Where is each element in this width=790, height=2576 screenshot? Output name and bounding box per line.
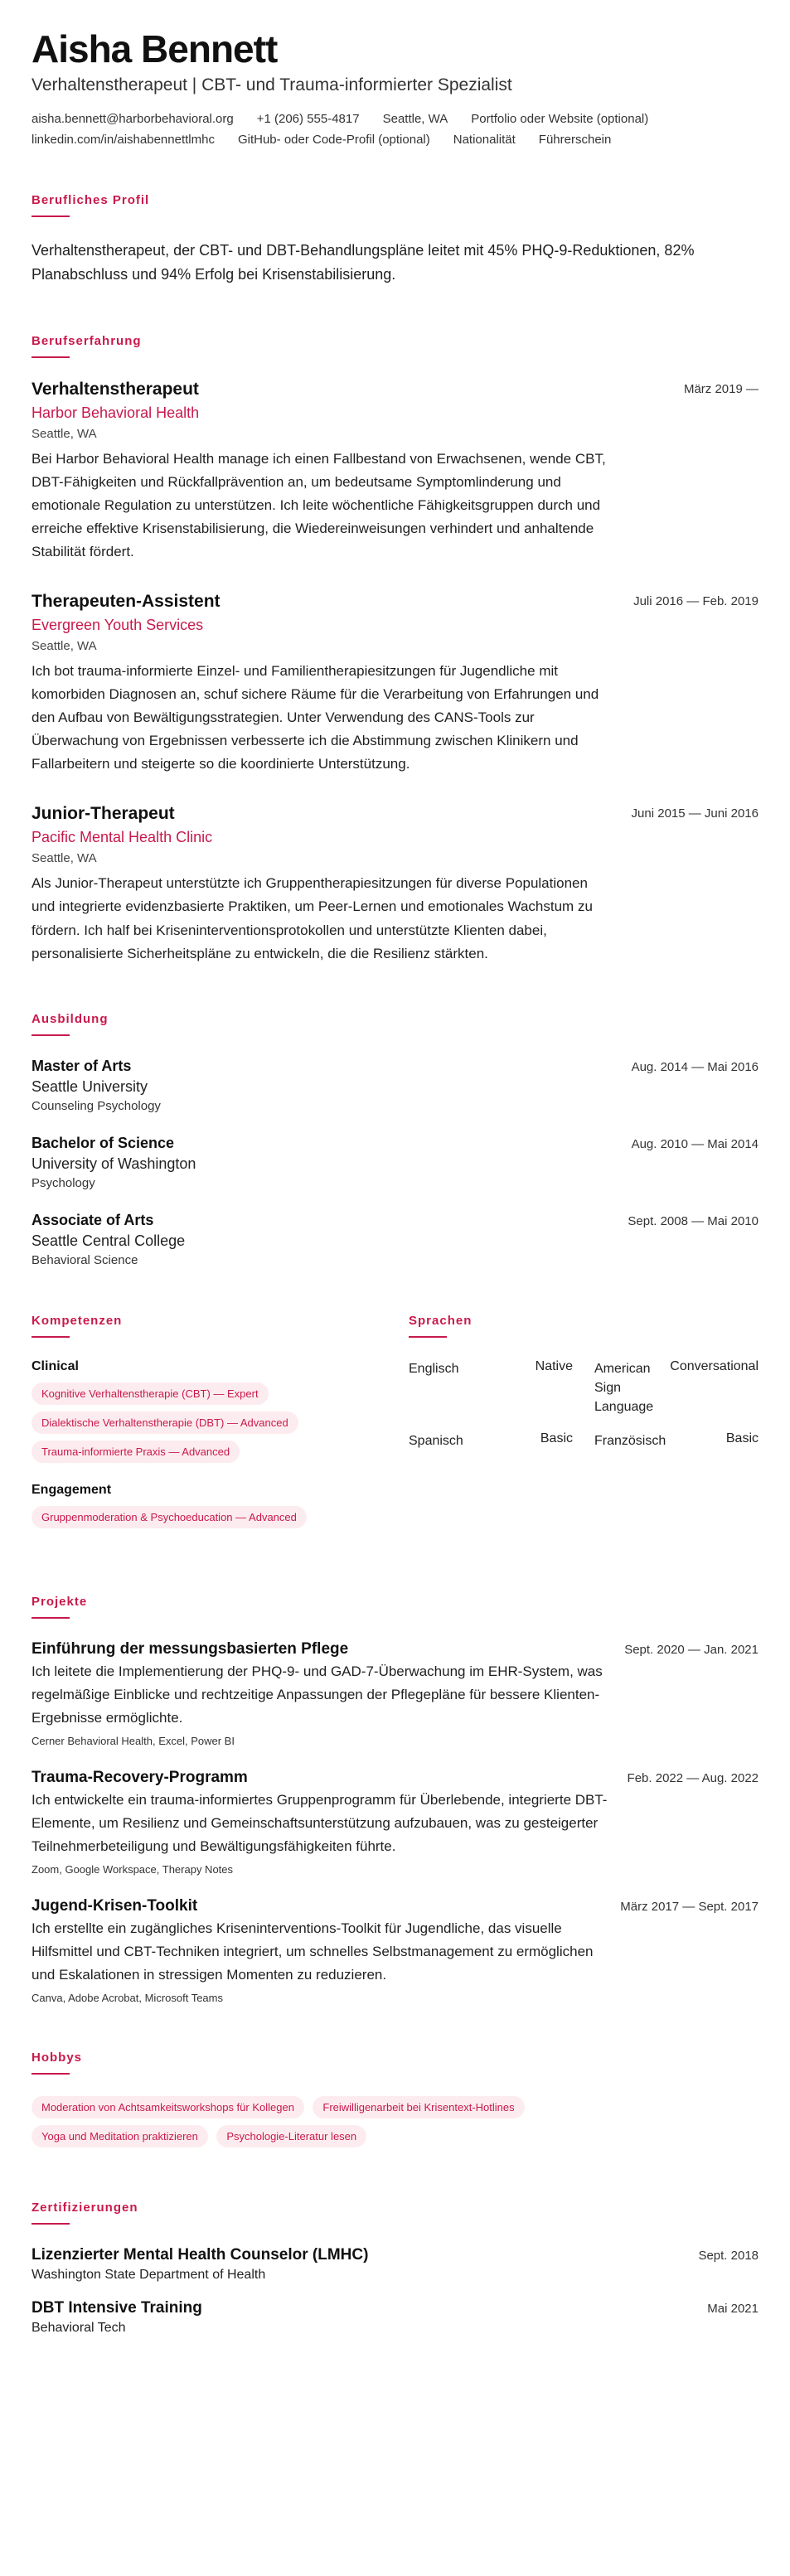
section-title: Hobbys [32,2051,83,2065]
project-date: März 2017 — Sept. 2017 [620,1899,758,1914]
education-entry [32,1058,758,1113]
section-languages [409,1314,758,1548]
project-title: Trauma-Recovery-Programm [32,1768,248,1786]
project-title: Einführung der messungsbasierten Pflege [32,1639,349,1658]
education-entry [32,1212,758,1267]
language-name: Spanisch [409,1434,463,1449]
section-divider [32,356,70,358]
skill-group-title: Clinical [32,1358,79,1373]
job-location: Seattle, WA [32,639,97,654]
education-degree: Associate of Arts [32,1211,154,1228]
contact-github[interactable]: GitHub- oder Code-Profil (optional) [237,132,430,147]
section-projects [32,1595,758,2004]
job-description: Bei Harbor Behavioral Health manage ich einen Fallbestand von Erwachsenen, wende CBT, DBT-Fähigkeiten und Rückfallprävention an, um bedeutsame Symptomlinderung und emotionale Regulation zu unterstützen. Ich leite wöchentliche Fähigkeitsgruppen durch und erreiche effektive Krisenstabilisierung, die Wiedereinweisungen verhindert und anhaltende Stabilität fördert. [32,450,606,560]
section-title: Projekte [32,1594,88,1609]
education-school: University of Washington [32,1155,196,1172]
education-degree: Master of Arts [32,1057,132,1074]
skill-chip: Kognitive Verhaltenstherapie (CBT) — Expert [32,1382,269,1405]
language-level: Basic [540,1431,573,1446]
project-title: Jugend-Krisen-Toolkit [32,1896,198,1915]
contact-email[interactable]: aisha.bennett@harborbehavioral.org [32,111,234,126]
job-entry [32,592,758,776]
hobby-chip: Yoga und Meditation praktizieren [32,2125,208,2147]
section-education [32,1012,758,1267]
job-description: Als Junior-Therapeut unterstützte ich Gruppentherapiesitzungen für diverse Populationen und integrierte evidenzbasierte Praktiken, um Peer-Lernen und emotionales Wachstum zu fördern. Ich half bei Kriseninterventionsprotokollen und unterstützte Klienten dabei, personalisierte Sicherheitspläne zu entwickeln, die die Resilienz stärkten. [32,875,593,961]
job-title: Junior-Therapeut [32,804,175,824]
candidate-name: Aisha Bennett [32,27,278,70]
education-field: Behavioral Science [32,1252,138,1267]
section-title: Zertifizierungen [32,2201,138,2215]
job-entry [32,380,758,564]
certification-issuer: Behavioral Tech [32,2321,126,2336]
education-degree: Bachelor of Science [32,1134,175,1151]
job-company: Pacific Mental Health Clinic [32,829,213,846]
hobby-chip: Freiwilligenarbeit bei Krisentext-Hotlines [313,2096,524,2118]
skills-languages-row [32,1314,758,1548]
project-date: Feb. 2022 — Aug. 2022 [627,1770,758,1785]
project-entry [32,1640,758,1747]
job-company: Harbor Behavioral Health [32,404,200,421]
skill-chip: Dialektische Verhaltenstherapie (DBT) — Advanced [32,1411,298,1434]
hobby-chip: Psychologie-Literatur lesen [216,2125,366,2147]
education-field: Counseling Psychology [32,1098,161,1113]
contact-linkedin[interactable]: linkedin.com/in/aishabennettlmhc [32,132,215,147]
section-title: Kompetenzen [32,1313,123,1328]
profile-summary: Verhaltenstherapeut, der CBT- und DBT-Behandlungspläne leitet mit 45% PHQ-9-Reduktionen, 82% Planabschluss und 94% Erfolg bei Krisenstabilisierung. [32,241,695,283]
section-certifications [32,2201,758,2336]
language-name: Englisch [409,1361,459,1376]
skill-group [32,1359,409,1470]
project-tools: Canva, Adobe Acrobat, Microsoft Teams [32,1992,223,2005]
education-date: Aug. 2010 — Mai 2014 [631,1136,758,1151]
job-title: Therapeuten-Assistent [32,592,221,612]
contact-nationality: Nationalität [453,132,516,147]
project-entry [32,1897,758,2004]
education-entry [32,1135,758,1190]
candidate-tagline: Verhaltenstherapeut | CBT- und Trauma-informierter Spezialist [32,75,512,94]
education-school: Seattle Central College [32,1232,186,1249]
education-date: Aug. 2014 — Mai 2016 [631,1059,758,1074]
section-title: Ausbildung [32,1011,109,1026]
section-divider [409,1336,447,1338]
language-name: Französisch [594,1434,666,1449]
skill-chip: Trauma-informierte Praxis — Advanced [32,1441,240,1463]
language-name: American Sign Language [594,1361,654,1414]
job-entry [32,804,758,965]
project-description: Ich erstellte ein zugängliches Kriseninterventions-Toolkit für Jugendliche, das visuelle Hilfsmittel und CBT-Techniken integriert, um schnelles Selbstmanagement zu ermöglichen und Eskalationen in stressigen Momenten zu reduzieren. [32,1920,594,1983]
project-date: Sept. 2020 — Jan. 2021 [624,1642,758,1657]
project-tools: Zoom, Google Workspace, Therapy Notes [32,1862,234,1876]
contact-phone[interactable]: +1 (206) 555-4817 [256,111,360,126]
contact-license: Führerschein [538,132,612,147]
education-date: Sept. 2008 — Mai 2010 [628,1213,758,1228]
certification-issuer: Washington State Department of Health [32,2268,266,2283]
resume-header [32,28,758,147]
language-level: Native [535,1358,573,1373]
project-entry [32,1769,758,1876]
certification-title: DBT Intensive Training [32,2299,202,2317]
job-description: Ich bot trauma-informierte Einzel- und Familientherapiesitzungen für Jugendliche mit komorbiden Diagnosen an, schuf sichere Räume für die Verarbeitung von Erfahrungen und den Aufbau von Bewältigungsstrategien. Unter Verwendung des CANS-Tools zur Überwachung von Ergebnissen verbesserte ich die Abstimmung zwischen Klinikern und Fallarbeitern und steigerte so die koordinierte Unterstützung. [32,663,599,772]
hobby-list [32,2096,758,2154]
job-location: Seattle, WA [32,426,97,441]
certification-date: Sept. 2018 [698,2249,758,2264]
job-date: März 2019 — [683,381,758,396]
certification-entry [32,2246,758,2283]
contact-list [32,112,711,147]
contact-location: Seattle, WA [382,111,448,126]
hobby-chip: Moderation von Achtsamkeitsworkshops für Kollegen [32,2096,304,2118]
section-title: Sprachen [409,1313,473,1328]
education-field: Psychology [32,1175,95,1190]
section-profile [32,193,758,288]
section-skills [32,1314,409,1548]
certification-date: Mai 2021 [707,2302,758,2317]
skill-group-title: Engagement [32,1482,112,1497]
contact-portfolio[interactable]: Portfolio oder Website (optional) [471,111,649,126]
section-title: Berufserfahrung [32,333,142,348]
certification-title: Lizenzierter Mental Health Counselor (LMHC) [32,2246,369,2264]
section-divider [32,215,70,217]
project-description: Ich entwickelte ein trauma-informiertes Gruppenprogramm für Überlebende, integrierte DBT-Elemente, um Resilienz und Gemeinschaftsunterstützung aufzubauen, was zu gesteigerter Teilnehmerbeteiligung und Bewältigungsfähigkeiten führte. [32,1791,608,1854]
job-date: Juni 2015 — Juni 2016 [631,806,758,821]
language-item [594,1359,758,1417]
section-divider [32,2073,70,2075]
section-divider [32,2223,70,2225]
project-tools: Cerner Behavioral Health, Excel, Power BI [32,1734,235,1747]
section-experience [32,334,758,966]
section-divider [32,1617,70,1619]
language-item [594,1431,758,1450]
job-date: Juli 2016 — Feb. 2019 [633,594,758,609]
job-location: Seattle, WA [32,851,97,866]
certification-entry [32,2299,758,2336]
section-hobbies [32,2051,758,2154]
section-divider [32,1034,70,1036]
skill-group [32,1483,409,1535]
skill-chip: Gruppenmoderation & Psychoeducation — Advanced [32,1506,307,1528]
language-level: Conversational [670,1358,758,1373]
section-divider [32,1336,70,1338]
job-company: Evergreen Youth Services [32,617,204,634]
education-school: Seattle University [32,1077,148,1095]
job-title: Verhaltenstherapeut [32,379,199,399]
language-level: Basic [725,1431,758,1446]
project-description: Ich leitete die Implementierung der PHQ-9- und GAD-7-Überwachung im EHR-System, was regelmäßige Einblicke und rechtzeitige Anpassungen der Pflegepläne für bessere Klienten-Ergebnisse ermöglichte. [32,1663,603,1726]
language-list [409,1359,758,1451]
section-title: Berufliches Profil [32,192,150,207]
language-item [409,1359,573,1417]
language-item [409,1431,573,1450]
